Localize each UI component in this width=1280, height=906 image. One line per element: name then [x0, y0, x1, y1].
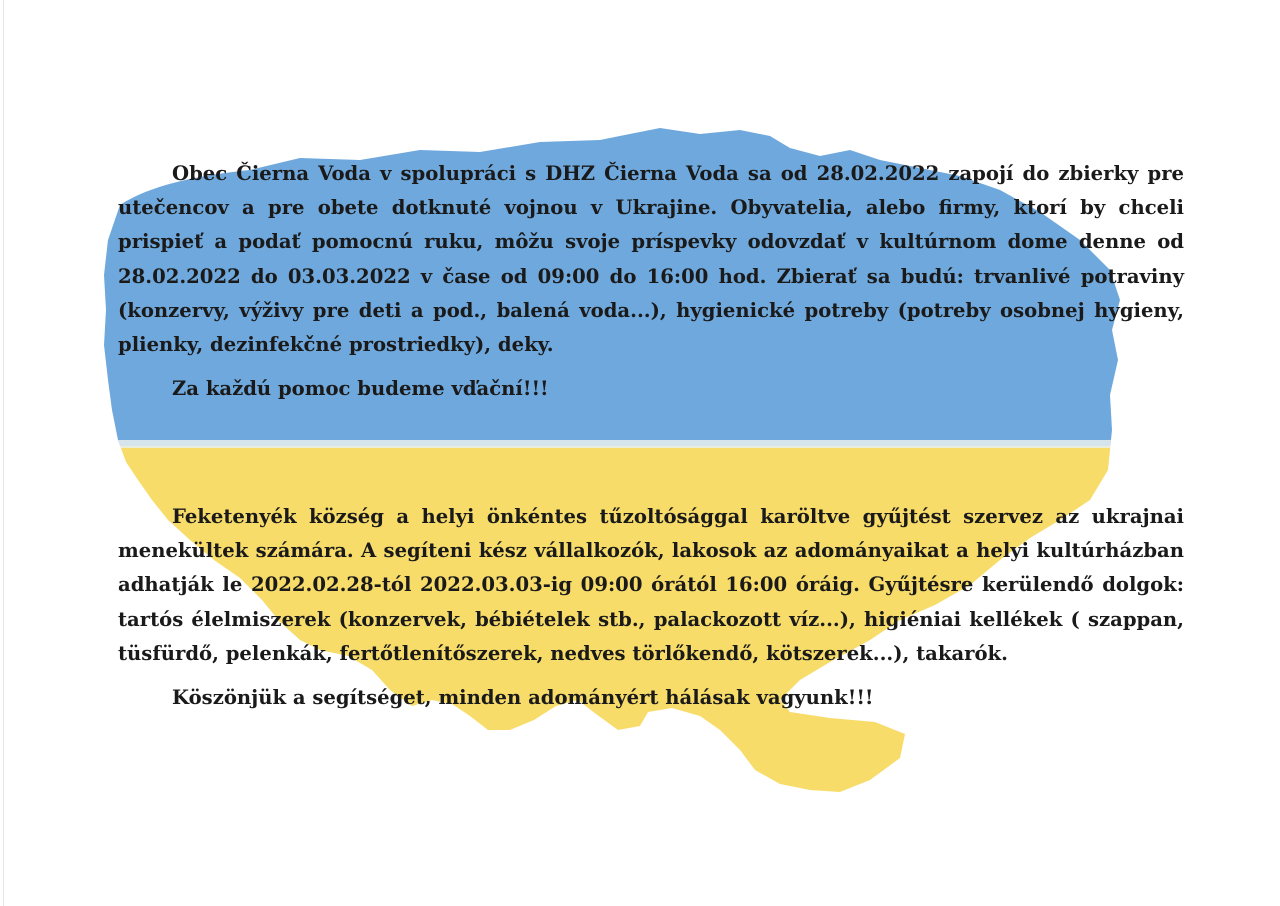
slovak-notice — [118, 157, 1184, 406]
hungarian-paragraph: Feketenyék község a helyi önkéntes tűzoltósággal karöltve gyűjtést szervez az ukrajnai menekültek számára. A segíteni kész vállalkozók, lakosok az adományaikat a helyi kultúrházban adhatják le 2022.02.28-tól 2022.03.03-ig 09:00 órától 16:00 óráig. Gyűjtésre kerülendő dolgok: tartós élelmiszerek (konzervek, bébiételek stb., palackozott víz...), higiéniai kellékek ( szappan, tüsfürdő, pelenkák, fertőtlenítőszerek, nedves törlőkendő, kötszerek...), takarók. — [118, 505, 1184, 665]
flag-band-seam — [0, 440, 1280, 448]
hungarian-notice — [118, 500, 1184, 715]
slovak-closing: Za každú pomoc budeme vďační!!! — [172, 377, 549, 401]
hungarian-closing: Köszönjük a segítséget, minden adományért hálásak vagyunk!!! — [172, 686, 874, 710]
slovak-paragraph: Obec Čierna Voda v spolupráci s DHZ Čierna Voda sa od 28.02.2022 zapojí do zbierky pre utečencov a pre obete dotknuté vojnou v Ukrajine. Obyvatelia, alebo firmy, ktorí by chceli prispieť a podať pomocnú ruku, môžu svoje príspevky odovzdať v kultúrnom dome denne od 28.02.2022 do 03.03.2022 v čase od 09:00 do 16:00 hod. Zbierať sa budú: trvanlivé potraviny (konzervy, výživy pre deti a pod., balená voda...), hygienické potreby (potreby osobnej hygieny, plienky, dezinfekčné prostriedky), deky. — [118, 162, 1184, 357]
